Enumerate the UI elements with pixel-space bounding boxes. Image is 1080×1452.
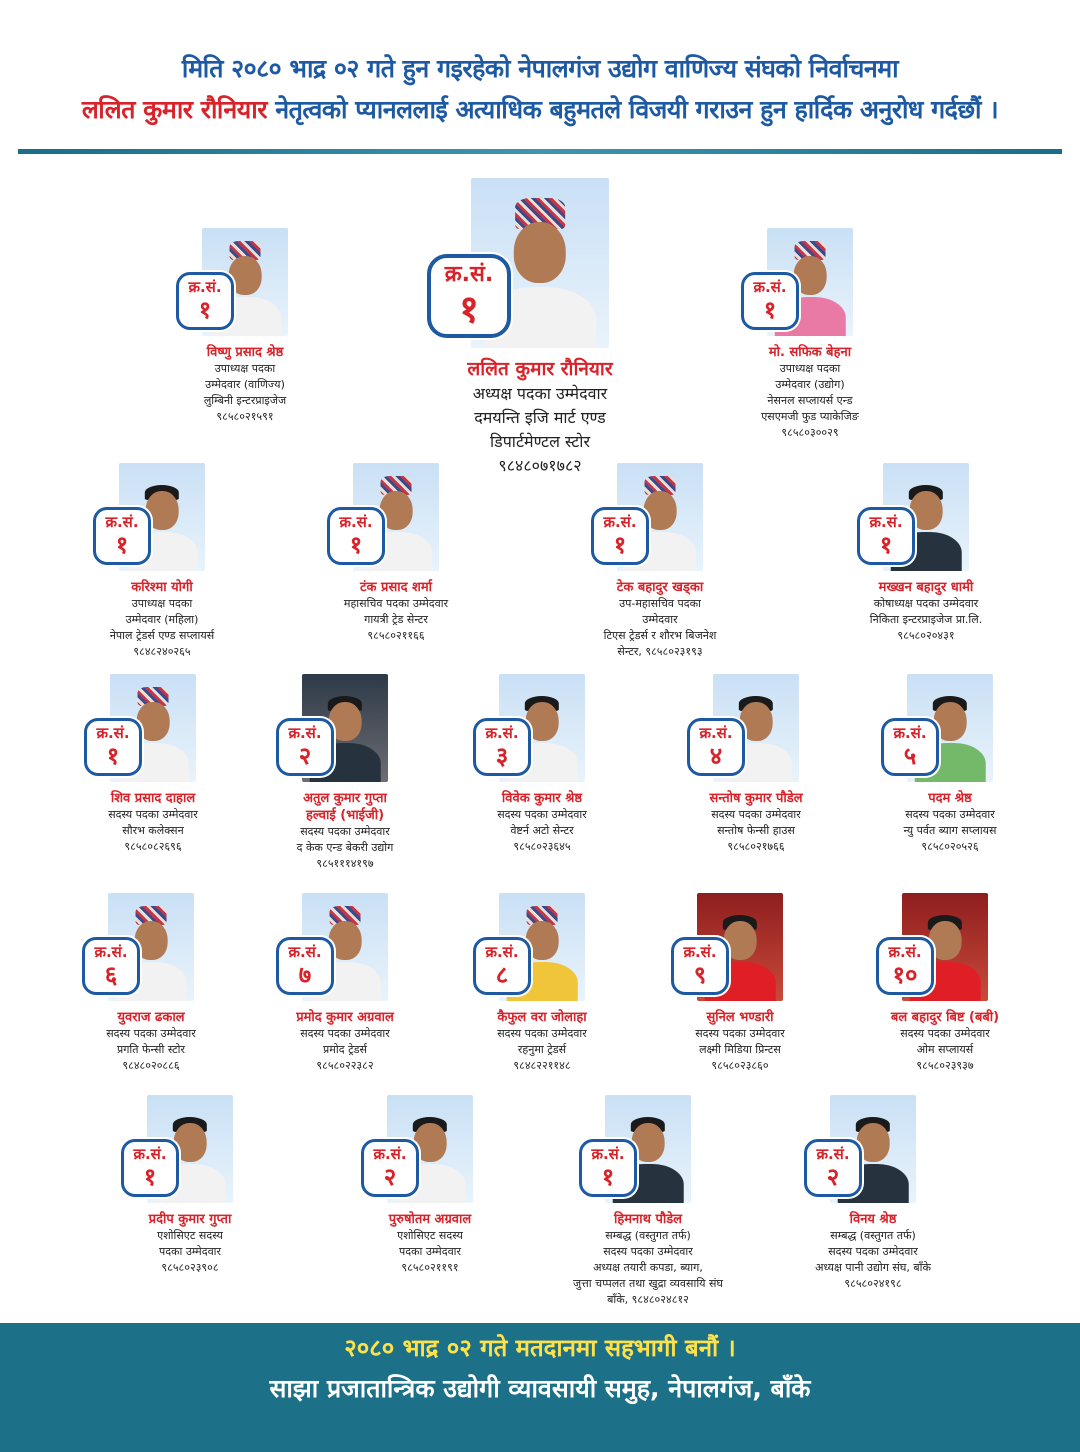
serial-label: क्र.सं.	[485, 942, 519, 961]
serial-label: क्र.सं.	[753, 277, 787, 296]
candidate-info-line: सदस्य पदका उम्मेदवार	[497, 808, 587, 821]
header-appeal: नेतृत्वको प्यानललाई अत्याधिक बहुमतले विजयी गराउन हुन हार्दिक अनुरोध गर्दछौं ।	[266, 95, 999, 124]
candidate-card	[640, 893, 840, 1074]
candidate-info-line: सौरभ कलेक्सन	[122, 824, 184, 837]
candidate-info-line: डिपार्टमेण्टल स्टोर	[490, 432, 590, 451]
candidate-info-line: ९८५८०२२३८२	[316, 1059, 374, 1072]
serial-label: क्र.सं.	[683, 942, 717, 961]
candidate-info-line: ९८५८०२११६६	[367, 629, 425, 642]
candidate-name: टेक बहादुर खड्का	[616, 580, 704, 595]
serial-number: ८	[495, 960, 509, 989]
header-line-1: मिति २०८० भाद्र ०२ गते हुन गइरहेको नेपालगंज उद्योग वाणिज्य संघको निर्वाचनमा	[181, 54, 899, 83]
candidate-info-line: उम्मेदवार (उद्योग)	[775, 378, 845, 391]
candidate-info-line: लुम्बिनी इन्टरप्राइजेज	[203, 394, 287, 407]
serial-badge	[427, 254, 511, 338]
serial-label: क्र.सं.	[188, 277, 222, 296]
serial-number: १	[879, 530, 893, 559]
candidate-info-line: ९८५८०२४१९८	[844, 1277, 902, 1290]
candidate-info-line: सदस्य पदका उम्मेदवार	[905, 808, 995, 821]
serial-label: क्र.सं.	[699, 723, 733, 742]
candidate-info-line: अध्यक्ष तयारी कपडा, ब्याग,	[593, 1261, 703, 1274]
serial-label: क्र.सं.	[373, 1144, 407, 1163]
candidate-info-line: एसएमजी फुड प्याकेजिङ	[761, 410, 859, 423]
candidate-info-line: ९८५८०८२६९६	[124, 840, 182, 853]
candidate-info-line: सदस्य पदका उम्मेदवार	[300, 825, 390, 838]
serial-number: १	[115, 530, 129, 559]
candidate-card	[826, 463, 1026, 644]
candidate-card	[442, 674, 642, 855]
candidate-card	[62, 463, 262, 660]
candidate-info-line: उपाध्यक्ष पदका	[131, 597, 193, 610]
candidate-name: पदम श्रेष्ठ	[928, 791, 972, 806]
candidate-name: विनय श्रेष्ठ	[849, 1212, 897, 1227]
serial-badge	[876, 937, 934, 995]
candidate-name: करिश्मा योगी	[131, 580, 193, 595]
serial-badge	[276, 937, 334, 995]
serial-badge	[82, 937, 140, 995]
serial-number: ९	[693, 960, 707, 989]
serial-badge	[361, 1139, 419, 1197]
candidate-card	[442, 893, 642, 1074]
candidate-info-line: कोषाध्यक्ष पदका उम्मेदवार	[873, 597, 979, 610]
serial-number: १	[601, 1162, 615, 1191]
candidate-name-line-2: हल्वाई (भाईजी)	[305, 808, 385, 823]
candidate-info-line: एशोसिएट सदस्य	[397, 1229, 463, 1242]
candidate-info-line: पदका उम्मेदवार	[398, 1245, 462, 1258]
serial-label: क्र.सं.	[444, 262, 494, 287]
candidate-name: विष्णु प्रसाद श्रेष्ठ	[206, 345, 284, 360]
candidate-name: मो. सफिक बेहना	[768, 345, 852, 360]
candidate-card	[560, 463, 760, 660]
serial-badge	[276, 718, 334, 776]
candidate-info-line: दमयन्ति इजि मार्ट एण्ड	[474, 408, 606, 427]
serial-label: क्र.सं.	[94, 942, 128, 961]
footer-banner	[0, 1323, 1080, 1452]
candidate-info-line: गायत्री ट्रेड सेन्टर	[364, 613, 428, 626]
serial-badge	[671, 937, 729, 995]
serial-label: क्र.सं.	[603, 512, 637, 531]
candidate-info-line: सम्बद्ध (वस्तुगत तर्फ)	[605, 1229, 691, 1242]
serial-label: क्र.सं.	[591, 1144, 625, 1163]
candidate-info-line: उपाध्यक्ष पदका	[214, 362, 276, 375]
candidate-card	[773, 1095, 973, 1292]
lead-candidate-card	[430, 178, 650, 478]
candidate-name: सुनिल भण्डारी	[706, 1010, 774, 1025]
serial-badge	[84, 718, 142, 776]
candidate-info-line: लक्ष्मी मिडिया प्रिन्टस	[699, 1043, 781, 1056]
candidate-name: सन्तोष कुमार पौडेल	[709, 791, 803, 806]
serial-label: क्र.सं.	[288, 723, 322, 742]
candidate-name: प्रदीप कुमार गुप्ता	[148, 1212, 232, 1227]
serial-number: ४	[709, 741, 723, 770]
candidate-card	[90, 1095, 290, 1276]
candidate-card	[53, 674, 253, 855]
header	[0, 52, 1080, 130]
candidate-name: बल बहादुर बिष्ट (बबी)	[890, 1010, 1000, 1025]
serial-number: १	[143, 1162, 157, 1191]
candidate-card	[245, 893, 445, 1074]
serial-badge	[327, 507, 385, 565]
candidate-info-line: बाँके, ९८४८०२४८१२	[607, 1293, 689, 1306]
candidate-info-line: एशोसिएट सदस्य	[157, 1229, 223, 1242]
candidate-info-line: टिएस ट्रेडर्स र शौरभ बिजनेश	[603, 629, 717, 642]
candidate-info-line: ९८५८०२०४३१	[897, 629, 955, 642]
serial-badge	[473, 718, 531, 776]
candidate-name: प्रमोद कुमार अग्रवाल	[296, 1010, 394, 1025]
serial-label: क्र.सं.	[339, 512, 373, 531]
serial-number: १	[763, 295, 777, 324]
serial-badge	[473, 937, 531, 995]
serial-badge	[804, 1139, 862, 1197]
leader-name-highlight: ललित कुमार रौनियार	[81, 95, 267, 124]
candidate-name: कैफुल वरा जोलाहा	[497, 1010, 587, 1025]
candidate-info-line: निकिता इन्टरप्राइजेज प्रा.लि.	[869, 613, 983, 626]
candidate-card	[296, 463, 496, 644]
candidate-name: शिव प्रसाद दाहाल	[110, 791, 196, 806]
serial-number: १	[613, 530, 627, 559]
serial-badge	[121, 1139, 179, 1197]
candidate-name: अतुल कुमार गुप्ता	[303, 791, 387, 806]
serial-badge	[881, 718, 939, 776]
candidate-info-line: जुत्ता चप्पलत तथा खुद्रा व्यवसायि संघ	[573, 1277, 723, 1290]
serial-badge	[857, 507, 915, 565]
candidate-info-line: सम्बद्ध (वस्तुगत तर्फ)	[830, 1229, 916, 1242]
candidate-info-line: द केक एन्ड बेकरी उद्योग	[296, 841, 394, 854]
candidate-info-line: ९८५८०२३८६०	[711, 1059, 769, 1072]
candidate-name: विवेक कुमार श्रेष्ठ	[501, 791, 583, 806]
candidate-info-line: सदस्य पदका उम्मेदवार	[695, 1027, 785, 1040]
serial-badge	[176, 272, 234, 330]
serial-number: २	[383, 1162, 397, 1191]
serial-number: १	[106, 741, 120, 770]
candidate-info-line: ९८५८०२१७६६	[727, 840, 785, 853]
candidate-name: पुरुषोतम अग्रवाल	[388, 1212, 472, 1227]
candidate-card	[51, 893, 251, 1074]
candidate-info-line: अध्यक्ष पदका उम्मेदवार	[472, 384, 608, 403]
candidate-info-line: ओम सप्लायर्स	[916, 1043, 974, 1056]
serial-label: क्र.सं.	[288, 942, 322, 961]
candidate-info-line: सदस्य पदका उम्मेदवार	[108, 808, 198, 821]
serial-number: १	[349, 530, 363, 559]
candidate-info-line: ९८५८०२३६४५	[513, 840, 571, 853]
candidate-name: युवराज ढकाल	[117, 1010, 185, 1025]
serial-badge	[579, 1139, 637, 1197]
candidate-info-line: ९८५८०२१५९१	[216, 410, 274, 423]
candidate-name: टंक प्रसाद शर्मा	[359, 580, 433, 595]
candidate-info-line: सदस्य पदका उम्मेदवार	[828, 1245, 918, 1258]
candidate-info-line: नेसनल सप्लायर्स एन्ड	[767, 394, 853, 407]
candidate-info-line: सदस्य पदका उम्मेदवार	[106, 1027, 196, 1040]
serial-label: क्र.सं.	[96, 723, 130, 742]
serial-number: २	[826, 1162, 840, 1191]
candidate-info-line: अध्यक्ष पानी उद्योग संघ, बाँके	[815, 1261, 931, 1274]
candidate-info-line: सदस्य पदका उम्मेदवार	[497, 1027, 587, 1040]
candidate-card	[850, 674, 1050, 855]
candidate-card	[330, 1095, 530, 1276]
candidate-info-line: न्यु पर्वत ब्याग सप्लायस	[903, 824, 997, 837]
candidate-info-line: ९८५१११४१९७	[316, 857, 374, 870]
candidate-info-line: उम्मेदवार (महिला)	[125, 613, 199, 626]
header-divider	[18, 149, 1062, 154]
serial-number: १०	[892, 960, 918, 989]
serial-number: ६	[104, 960, 118, 989]
candidate-info-line: पदका उम्मेदवार	[158, 1245, 222, 1258]
candidate-card	[710, 228, 910, 441]
footer-organization: साझा प्रजातान्त्रिक उद्योगी व्यावसायी समुह, नेपालगंज, बाँके	[269, 1374, 811, 1403]
candidate-name: मख्खन बहादुर धामी	[878, 580, 974, 595]
candidate-info-line: वेष्टर्न अटो सेन्टर	[510, 824, 574, 837]
candidate-card	[845, 893, 1045, 1074]
candidate-card	[245, 674, 445, 872]
candidate-info-line: उप-महासचिव पदका	[619, 597, 701, 610]
candidate-info-line: ९८५८०२३९०८	[161, 1261, 219, 1274]
candidate-info-line: सेन्टर, ९८५८०२३१९३	[617, 645, 703, 658]
candidate-info-line: ९८५८०२३९३७	[916, 1059, 974, 1072]
candidate-info-line: ९८५८०३००२९	[781, 426, 839, 439]
candidate-info-line: रहनुमा ट्रेडर्स	[517, 1043, 567, 1056]
serial-number: २	[298, 741, 312, 770]
candidate-info-line: सदस्य पदका उम्मेदवार	[711, 808, 801, 821]
candidate-card	[145, 228, 345, 425]
serial-number: ७	[298, 960, 312, 989]
serial-label: क्र.सं.	[133, 1144, 167, 1163]
header-line-2	[0, 90, 1080, 130]
candidate-card	[548, 1095, 748, 1308]
serial-number: १	[198, 295, 212, 324]
serial-badge	[687, 718, 745, 776]
serial-label: क्र.सं.	[888, 942, 922, 961]
candidate-info-line: नेपाल ट्रेडर्स एण्ड सप्लायर्स	[109, 629, 215, 642]
candidate-info-line: ९८४८०२०८८६	[122, 1059, 180, 1072]
candidate-info-line: उपाध्यक्ष पदका	[779, 362, 841, 375]
candidate-info-line: ९८५८०२०५२६	[921, 840, 979, 853]
candidate-info-line: ९८४८२४०२६५	[133, 645, 191, 658]
footer-vote-date: २०८० भाद्र ०२ गते मतदानमा सहभागी बनौं ।	[344, 1334, 736, 1362]
candidate-info-line: सदस्य पदका उम्मेदवार	[603, 1245, 693, 1258]
candidate-info-line: ९८५८०२११९१	[401, 1261, 459, 1274]
serial-number: ५	[903, 741, 917, 770]
serial-label: क्र.सं.	[105, 512, 139, 531]
serial-badge	[741, 272, 799, 330]
candidate-info-line: सन्तोष फेन्सी हाउस	[717, 824, 795, 837]
candidate-info-line: उम्मेदवार	[642, 613, 678, 626]
serial-number: ३	[495, 741, 509, 770]
candidate-info-line: ९८४८२२११४८	[513, 1059, 571, 1072]
candidate-info-line: महासचिव पदका उम्मेदवार	[343, 597, 449, 610]
candidate-info-line: ९८४८०७१७८२	[498, 456, 582, 475]
candidate-info-line: उम्मेदवार (वाणिज्य)	[205, 378, 285, 391]
candidate-info-line: सदस्य पदका उम्मेदवार	[900, 1027, 990, 1040]
candidate-info-line: प्रगति फेन्सी स्टोर	[116, 1043, 186, 1056]
serial-label: क्र.सं.	[485, 723, 519, 742]
candidate-name: ललित कुमार रौनियार	[467, 358, 613, 380]
serial-label: क्र.सं.	[869, 512, 903, 531]
serial-badge	[93, 507, 151, 565]
candidate-card	[656, 674, 856, 855]
serial-number: १	[459, 287, 479, 331]
serial-badge	[591, 507, 649, 565]
candidate-info-line: प्रमोद ट्रेडर्स	[323, 1043, 367, 1056]
serial-label: क्र.सं.	[893, 723, 927, 742]
serial-label: क्र.सं.	[816, 1144, 850, 1163]
candidate-info-line: सदस्य पदका उम्मेदवार	[300, 1027, 390, 1040]
candidate-name: हिमनाथ पौडेल	[614, 1212, 682, 1227]
